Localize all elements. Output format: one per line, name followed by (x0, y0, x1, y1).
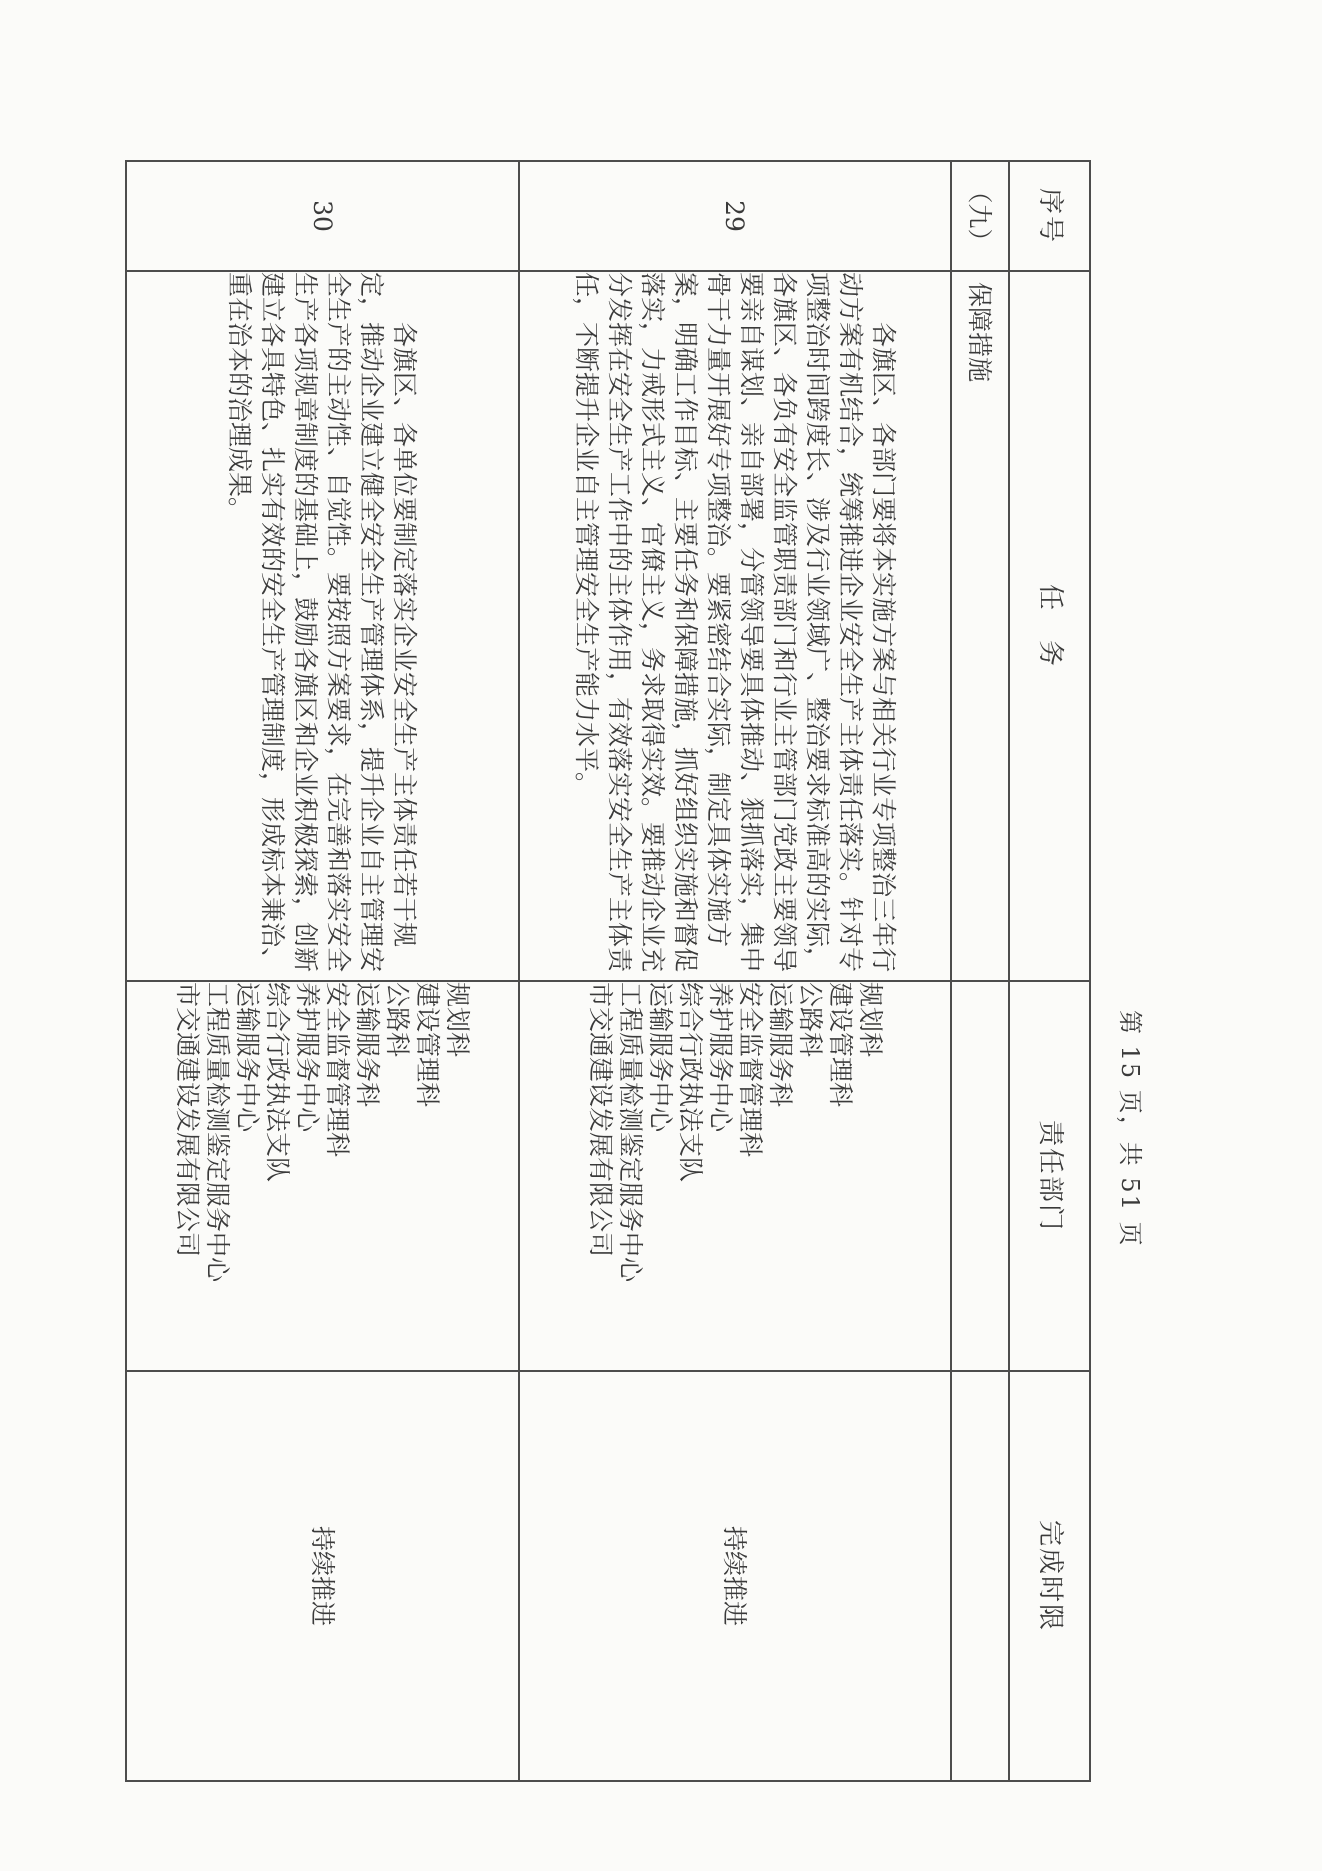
dept-item: 建设管理科 (413, 982, 443, 1108)
section-title: 保障措施 (965, 282, 995, 383)
header-task: 任 务 (1009, 271, 1090, 981)
table-row (126, 161, 519, 1781)
dept-item: 市交通建设发展有限公司 (586, 982, 615, 1258)
section-row (951, 161, 1009, 1781)
dept-item: 养护服务中心 (293, 982, 323, 1133)
row-deadline: 持续推进 (519, 1371, 951, 1781)
task-table (125, 160, 1091, 1782)
dept-item: 工程质量检测鉴定服务中心 (203, 982, 233, 1283)
header-seq: 序号 (1009, 161, 1090, 271)
dept-item: 运输服务科 (353, 982, 383, 1108)
row-depts (519, 981, 951, 1371)
dept-item: 运输服务科 (766, 982, 795, 1108)
rotated-table-container (125, 160, 1091, 1780)
row-deadline: 持续推进 (126, 1371, 519, 1781)
header-dept: 责任部门 (1009, 981, 1090, 1371)
dept-item: 安全监督管理科 (323, 982, 353, 1158)
row-depts (126, 981, 519, 1371)
dept-item: 运输服务中心 (646, 982, 675, 1133)
row-seq: 29 (519, 161, 951, 271)
dept-item: 安全监督管理科 (736, 982, 765, 1158)
section-empty-dept (951, 981, 1009, 1371)
dept-item: 公路科 (796, 982, 825, 1058)
dept-item: 规划科 (443, 982, 473, 1058)
dept-item: 运输服务中心 (233, 982, 263, 1133)
table-row (519, 161, 951, 1781)
dept-item: 工程质量检测鉴定服务中心 (616, 982, 645, 1283)
page-number-footer: 第 15 页，共 51 页 (1116, 1010, 1144, 1248)
section-empty-deadline (951, 1371, 1009, 1781)
dept-item: 规划科 (856, 982, 885, 1058)
section-title-cell (951, 271, 1009, 981)
dept-item: 综合行政执法支队 (676, 982, 705, 1183)
row-task: 各旗区、各部门要将本实施方案与相关行业专项整治三年行动方案有机结合，统筹推进企业安全生产主体责任落实。针对专项整治时间跨度长、涉及行业领域广、整治要求标准高的实际，各旗区、各负有安全监管职责部门和行业主管部门党政主要领导要亲自谋划、亲自部署，分管领导要具体推动、狠抓落实，集中骨干力量开展好专项整治。要紧密结合实际，制定具体实施方案，明确工作目标、主要任务和保障措施，抓好组织实施和督促落实，力戒形式主义、官僚主义，务求取得实效。要推动企业充分发挥在安全生产工作中的主体作用，有效落实安全生产主体责任，不断提升企业自主管理安全生产能力水平。 (519, 271, 951, 981)
dept-item: 建设管理科 (826, 982, 855, 1108)
row-seq: 30 (126, 161, 519, 271)
dept-item: 公路科 (383, 982, 413, 1058)
dept-item: 综合行政执法支队 (263, 982, 293, 1183)
dept-item: 市交通建设发展有限公司 (173, 982, 203, 1258)
row-task: 各旗区、各单位要制定落实企业安全生产主体责任若干规定，推动企业建立健全安全生产管理体系，提升企业自主管理安全生产的主动性、自觉性。要按照方案要求，在完善和落实安全生产各项规章制度的基础上，鼓励各旗区和企业积极探索，创新建立各具特色、扎实有效的安全生产管理制度，形成标本兼治、重在治本的治理成果。 (126, 271, 519, 981)
header-deadline: 完成时限 (1009, 1371, 1090, 1781)
dept-item: 养护服务中心 (706, 982, 735, 1133)
section-seq: （九） (951, 161, 1009, 271)
table-header-row (1009, 161, 1090, 1781)
